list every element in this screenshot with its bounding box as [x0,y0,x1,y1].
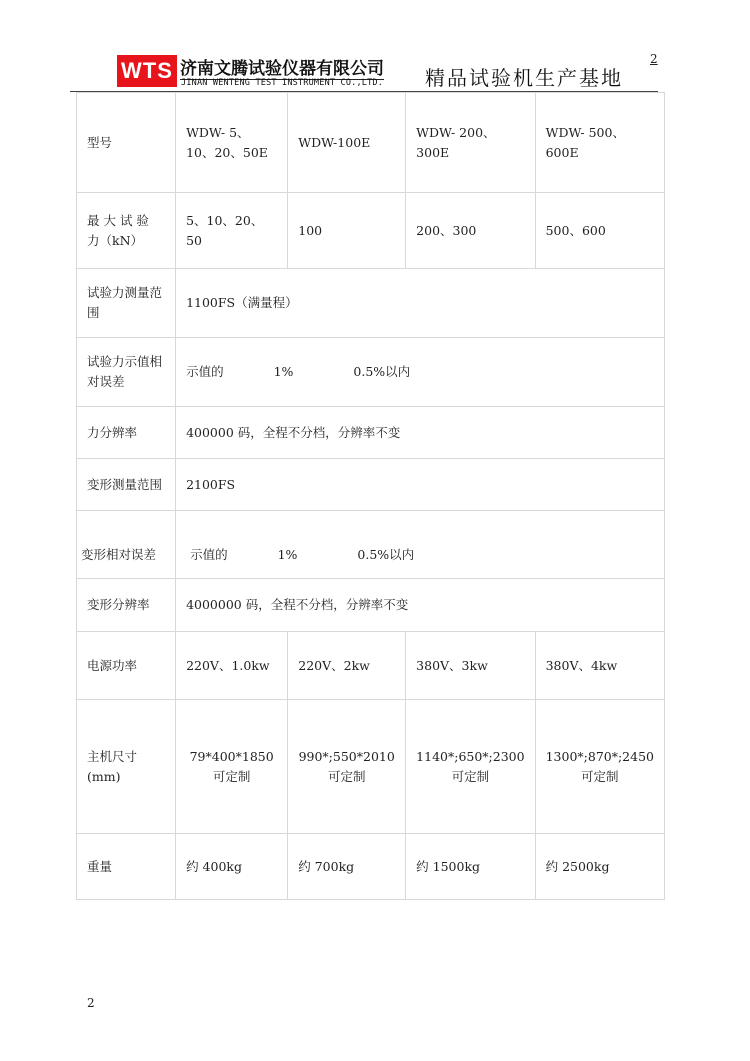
row-label: 变形分辨率 [77,579,176,632]
cell: 220V、1.0kw [176,632,288,700]
wts-logo: WTS [117,55,177,87]
footer-page-number: 2 [87,996,95,1010]
cell: WDW- 200、300E [406,93,535,193]
cell: 1100FS（满量程） [176,269,665,338]
table-row [77,834,665,900]
cell: 200、300 [406,193,535,269]
text: 1% [273,364,294,379]
text: 示值的 [186,364,224,379]
company-name-en: JINAN WENTENG TEST INSTRUMENT CO.,LTD. [181,78,384,88]
row-label: 重量 [77,834,176,900]
cell: 100 [288,193,406,269]
table-row [77,511,665,579]
row-label: 变形测量范围 [77,459,176,511]
cell [176,338,665,407]
cell: 4000000 码，全程不分档，分辨率不变 [176,579,665,632]
cell: 400000 码，全程不分档，分辨率不变 [176,407,665,459]
cell: 220V、2kw [288,632,406,700]
row-label: 力分辨率 [77,407,176,459]
row-label: 试验力测量范围 [77,269,176,338]
table-row [77,338,665,407]
cell: WDW-100E [288,93,406,193]
row-label: 试验力示值相对误差 [77,338,176,407]
table-row [77,93,665,193]
row-label [77,511,176,579]
cell: 79*400*1850 可定制 [176,700,288,834]
text: 示值的 [190,546,228,562]
table-row [77,407,665,459]
table-row [77,632,665,700]
text: 1% [277,546,298,562]
cell: 约 400kg [176,834,288,900]
cell: 380V、3kw [406,632,535,700]
cell: 5、10、20、50 [176,193,288,269]
spec-table [76,92,665,900]
text: 变形相对误差 [81,546,157,562]
text: 0.5%以内 [353,364,411,379]
cell: WDW- 5、10、20、50E [176,93,288,193]
cell: WDW- 500、600E [535,93,664,193]
table-row [77,700,665,834]
cell: 约 1500kg [406,834,535,900]
cell: 380V、4kw [535,632,664,700]
row-label: 型号 [77,93,176,193]
table-row [77,459,665,511]
header-page-number: 2 [650,52,658,66]
cell: 约 2500kg [535,834,664,900]
cell: 990*;550*2010 可定制 [288,700,406,834]
cell: 2100FS [176,459,665,511]
slogan: 精品试验机生产基地 [425,66,623,90]
cell: 500、600 [535,193,664,269]
table-row [77,579,665,632]
row-label: 电源功率 [77,632,176,700]
cell: 约 700kg [288,834,406,900]
row-label: 主机尺寸(mm) [77,700,176,834]
cell [176,511,665,579]
table-row [77,269,665,338]
company-name-cn: 济南文腾试验仪器有限公司 [180,54,384,80]
table-row [77,193,665,269]
cell: 1300*;870*;2450 可定制 [535,700,664,834]
text: 0.5%以内 [357,546,415,562]
row-label: 最 大 试 验 力（kN） [77,193,176,269]
cell: 1140*;650*;2300 可定制 [406,700,535,834]
